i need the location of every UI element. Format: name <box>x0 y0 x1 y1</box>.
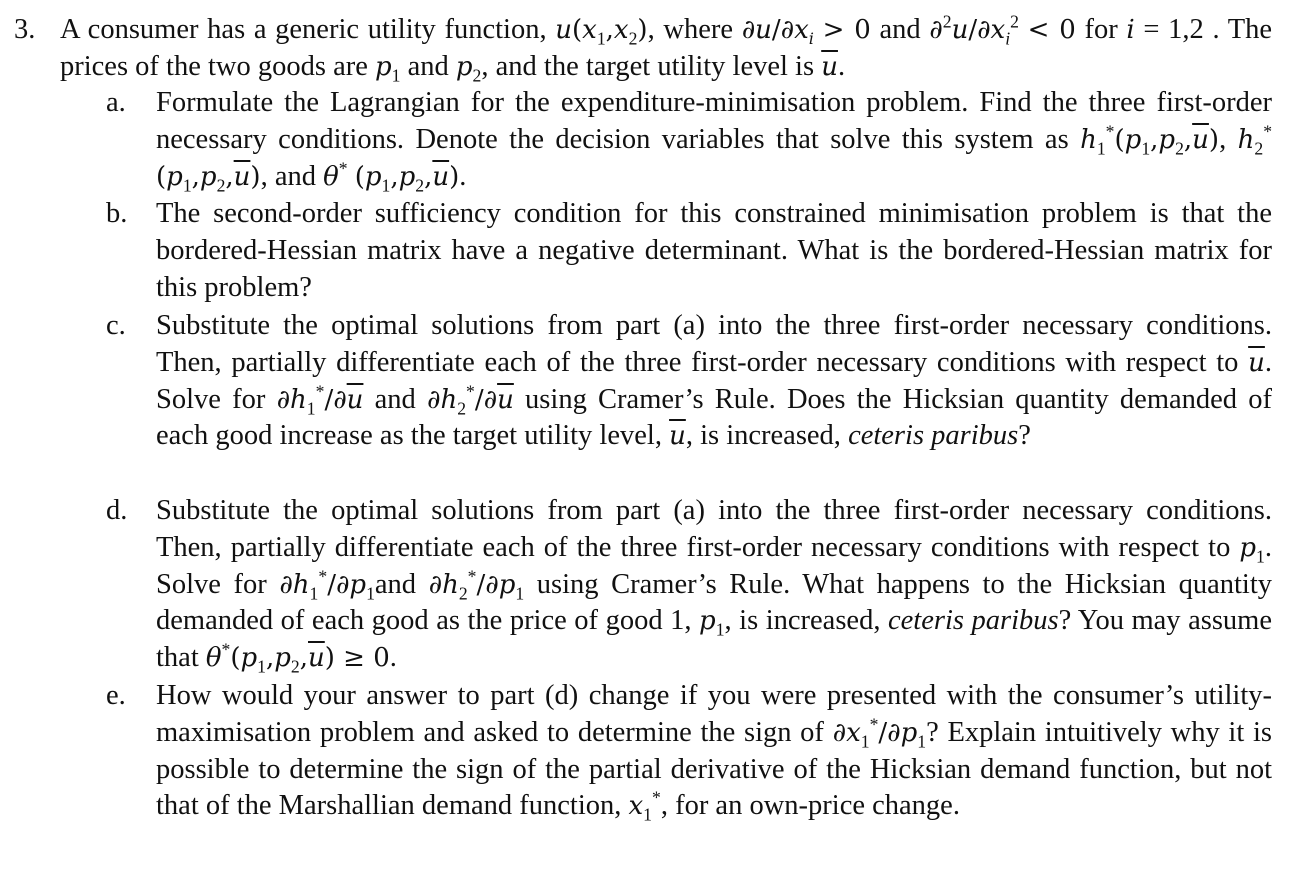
part-e-text: How would your answer to part (d) change if you were presented with the consumer’s utility-maximisation problem and asked to determine the sign of $\partial x_1^*/\partial p_1$? Explain intuitively why it is possible to determine the sign of the partial derivative of the Hicksian demand function, but not that of the Marshallian demand function, $x_1^*$, for an own-price change. <box>156 680 1272 826</box>
part-e-label: e. <box>106 680 126 711</box>
part-a-label: a. <box>106 87 126 118</box>
part-d-label: d. <box>106 495 128 526</box>
part-b-label: b. <box>106 198 128 229</box>
part-c-label: c. <box>106 310 126 341</box>
part-a <box>106 85 1272 195</box>
part-b-text: The second-order sufficiency condition for this constrained minimisation problem is that the bordered-Hessian matrix have a negative determinant. What is the bordered-Hessian matrix for this problem? <box>156 198 1272 303</box>
part-d-text: Substitute the optimal solutions from part (a) into the three first-order necessary conditions. Then, partially differentiate each of the three first-order necessary conditions with respect to $p_1$. Solve for $\partial h_1^*/\partial p_1and$ $\partial h_2^*/\partial p_1$ using Cramer’s Rule. What happens to the Hicksian quantity demanded of each good as the price of good 1, $p_1$, is increased, ceteris paribus? You may assume that $\theta^*(p_1,p_2,\overline{u}) \ge 0$. <box>156 495 1273 677</box>
question-stem: A consumer has a generic utility function, $u(x_1,x_2)$, where $\partial u/\partial x_i > 0$ and $\partial^2u/\partial x_i^2 < 0$ for i = 1,2 . The prices of the two goods are $p_1$ and $p_2$, and the target utility level is $\overline{u}$. <box>60 11 1273 86</box>
part-b <box>106 196 1272 306</box>
part-c <box>106 308 1272 455</box>
part-c-text: Substitute the optimal solutions from part (a) into the three first-order necessary conditions. Then, partially differentiate each of the three first-order necessary conditions with respect to $\overline{u}$. Solve for $\partial h_1^*/\partial\overline{u}$ and $\partial h_2^*/\partial\overline{u}$ using Cramer’s Rule. Does the Hicksian quantity demanded of each good increase as the target utility level, $\overline{u}$, is increased, ceteris paribus? <box>156 310 1272 452</box>
part-d <box>106 493 1272 677</box>
question-number: 3. <box>14 14 36 45</box>
part-e <box>106 678 1272 825</box>
part-a-text: Formulate the Lagrangian for the expenditure-minimisation problem. Find the three first-order necessary conditions. Denote the decision variables that solve this system as $h_1^*(p_1,p_2,\overline{u})$, $h_2^*(p_1,p_2,\overline{u})$, and θ* $(p_1,p_2,\overline{u})$. <box>156 87 1273 196</box>
